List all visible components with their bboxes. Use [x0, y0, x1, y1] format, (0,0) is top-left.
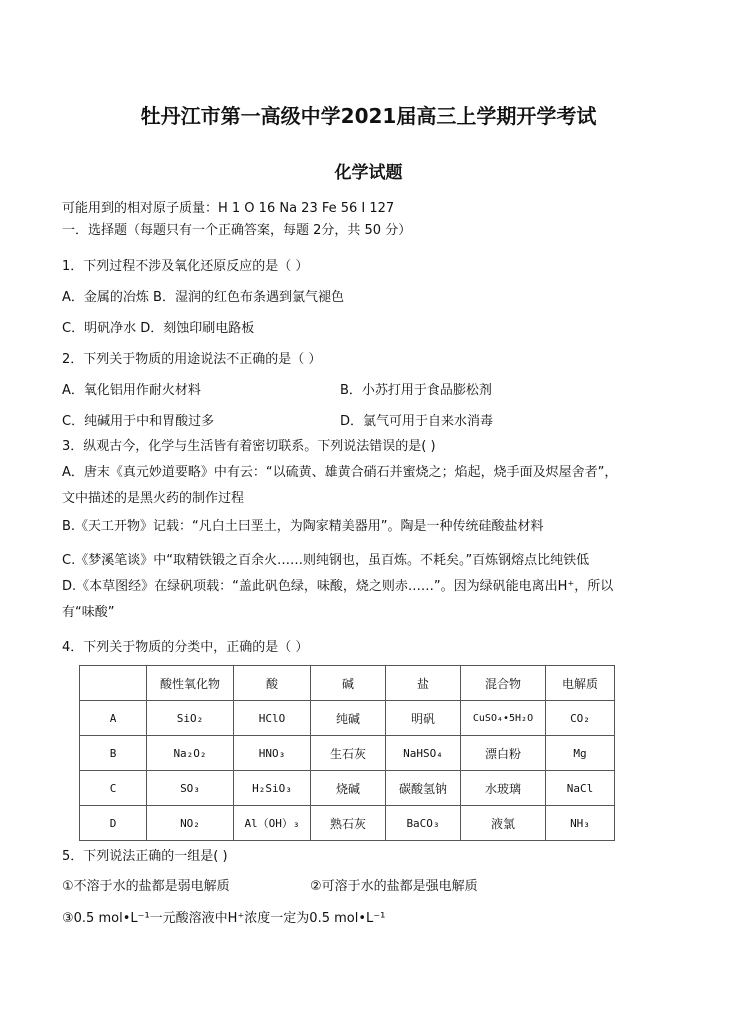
- classification-table: [79, 665, 615, 841]
- q2-stem: 2．下列关于物质的用途说法不正确的是（ ）: [62, 352, 322, 367]
- table-cell: 水玻璃: [461, 771, 546, 806]
- table-header: [80, 666, 147, 701]
- table-header-row: [80, 666, 615, 701]
- q2-option-d: D．氯气可用于自来水消毒: [340, 414, 494, 429]
- table-cell: 漂白粉: [461, 736, 546, 771]
- table-row: [80, 771, 615, 806]
- table-header: 混合物: [461, 666, 546, 701]
- q3-option-b: B.《天工开物》记载：“凡白土曰垩土，为陶家精美器用”。陶是一种传统硅酸盐材料: [62, 519, 544, 534]
- q5-statement-1: ①不溶于水的盐都是弱电解质: [62, 879, 230, 894]
- table-cell: 生石灰: [311, 736, 386, 771]
- table-cell: A: [80, 701, 147, 736]
- q2-option-b: B．小苏打用于食品膨松剂: [340, 383, 492, 398]
- table-cell: H₂SiO₃: [234, 771, 311, 806]
- table-row: [80, 806, 615, 841]
- table-cell: 熟石灰: [311, 806, 386, 841]
- table-cell: NO₂: [147, 806, 234, 841]
- table-cell: NaHSO₄: [386, 736, 461, 771]
- table-cell: SiO₂: [147, 701, 234, 736]
- section-heading: 一．选择题（每题只有一个正确答案，每题 2分，共 50 分）: [62, 223, 412, 238]
- table-header: 酸: [234, 666, 311, 701]
- table-cell: SO₃: [147, 771, 234, 806]
- q1-options-cd: C．明矾净水 D．刻蚀印刷电路板: [62, 321, 255, 336]
- q1-options-ab: A．金属的冶炼 B．湿润的红色布条遇到氯气褪色: [62, 290, 344, 305]
- table-cell: BaCO₃: [386, 806, 461, 841]
- table-cell: B: [80, 736, 147, 771]
- table-header: 盐: [386, 666, 461, 701]
- table-cell: HClO: [234, 701, 311, 736]
- table-cell: Al（OH）₃: [234, 806, 311, 841]
- table-cell: Mg: [546, 736, 615, 771]
- table-cell: NaCl: [546, 771, 615, 806]
- q2-option-c: C．纯碱用于中和胃酸过多: [62, 414, 215, 429]
- q3-option-a-line2: 文中描述的是黑火药的制作过程: [62, 491, 245, 506]
- q2-option-a: A．氧化铝用作耐火材料: [62, 383, 201, 398]
- table-cell: CO₂: [546, 701, 615, 736]
- exam-subtitle: 化学试题: [334, 163, 403, 183]
- atomic-masses: 可能用到的相对原子质量：H 1 O 16 Na 23 Fe 56 I 127: [62, 201, 395, 216]
- table-cell: CuSO₄•5H₂O: [461, 701, 546, 736]
- q5-statement-2: ②可溶于水的盐都是强电解质: [310, 879, 478, 894]
- q3-option-a-line1: A．唐末《真元妙道要略》中有云：“以硫黄、雄黄合硝石并蜜烧之；焰起，烧手面及烬屋舍者”，: [62, 465, 618, 480]
- q3-option-c: C.《梦溪笔谈》中“取精铁锻之百余火……则纯钢也，虽百炼。不耗矣。”百炼钢熔点比纯铁低: [62, 553, 590, 568]
- table-header: 碱: [311, 666, 386, 701]
- table-cell: 烧碱: [311, 771, 386, 806]
- table-header: 酸性氧化物: [147, 666, 234, 701]
- table-cell: 碳酸氢钠: [386, 771, 461, 806]
- table-cell: 明矾: [386, 701, 461, 736]
- table-cell: D: [80, 806, 147, 841]
- q1-stem: 1．下列过程不涉及氧化还原反应的是（ ）: [62, 259, 309, 274]
- table-cell: NH₃: [546, 806, 615, 841]
- exam-title: 牡丹江市第一高级中学2021届高三上学期开学考试: [140, 104, 597, 128]
- table-cell: 纯碱: [311, 701, 386, 736]
- q5-statement-3: ③0.5 mol•L⁻¹一元酸溶液中H⁺浓度一定为0.5 mol•L⁻¹: [62, 911, 386, 926]
- table-row: [80, 736, 615, 771]
- table-header: 电解质: [546, 666, 615, 701]
- table-cell: HNO₃: [234, 736, 311, 771]
- q4-stem: 4．下列关于物质的分类中，正确的是（ ）: [62, 640, 309, 655]
- q3-option-d-line1: D.《本草图经》在绿矾项载：“盖此矾色绿，味酸，烧之则赤……”。因为绿矾能电离出H⁺，所以: [62, 579, 614, 594]
- q5-stem: 5．下列说法正确的一组是( ): [62, 849, 228, 864]
- table-cell: Na₂O₂: [147, 736, 234, 771]
- q3-stem: 3．纵观古今，化学与生活皆有着密切联系。下列说法错误的是( ): [62, 439, 436, 454]
- table-cell: C: [80, 771, 147, 806]
- table-row: [80, 701, 615, 736]
- q3-option-d-line2: 有“味酸”: [62, 605, 115, 620]
- table-cell: 液氯: [461, 806, 546, 841]
